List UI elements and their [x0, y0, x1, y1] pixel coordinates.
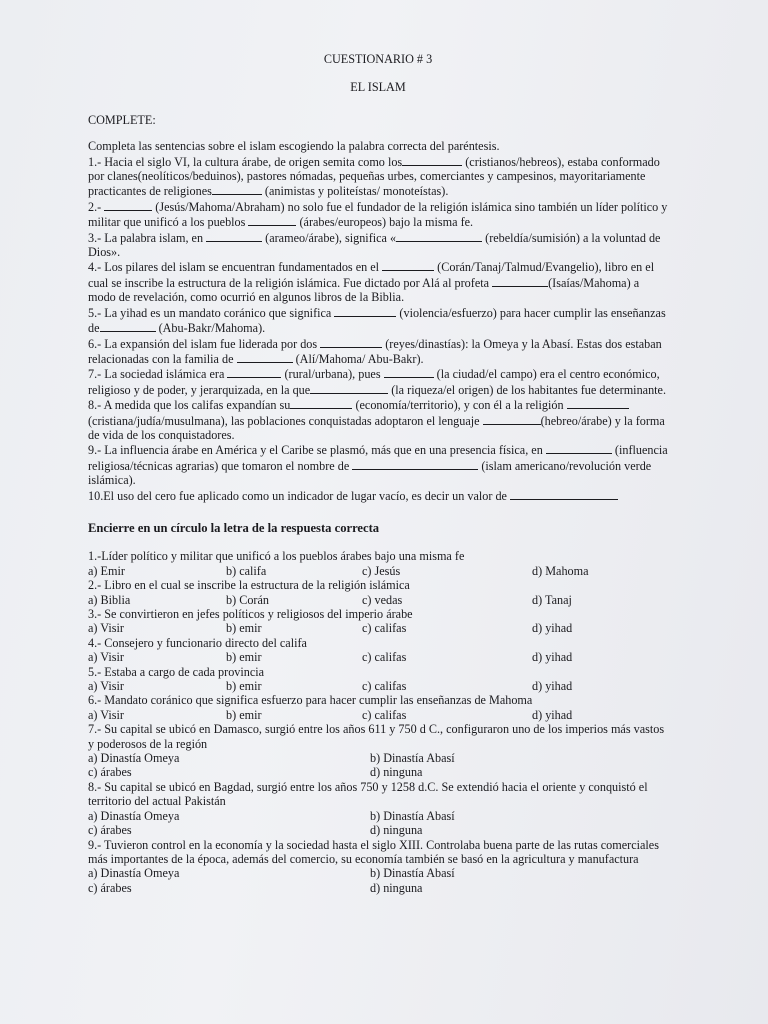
answer-blank[interactable] [334, 305, 396, 317]
answer-blank[interactable] [510, 488, 618, 500]
option-b[interactable]: b) emir [226, 707, 262, 722]
fill-item-2: 2.- (Jesús/Mahoma/Abraham) no solo fue el fundador de la religión islámica sino también un líder político y militar que unificó a los pueblos (árabes/europeos) bajo la misma fe. [88, 199, 668, 230]
fill-item-4: 4.- Los pilares del islam se encuentran fundamentados en el (Corán/Tanaj/Talmud/Evangelio), libro en el cual se inscribe la estructura de la religión islámica. Fue dictado por Alá al profeta (Isaías/Mahoma) a modo de revelación, como ocurrió en algunos libros de la Biblia. [88, 260, 655, 305]
option-b[interactable]: b) emir [226, 621, 262, 636]
fill-item-7: 7.- La sociedad islámica era (rural/urbana), pues (la ciudad/el campo) era el centro económico, religioso y de poder, y jerarquizada, en la que (la riqueza/el origen) de los habitantes fue determinante. [88, 367, 667, 397]
mc-question-8 [88, 780, 668, 838]
question-text: 7.- Su capital se ubicó en Damasco, surgió entre los años 611 y 750 d C., configuraron uno de los imperios más vastos y poderosos de la región [88, 722, 665, 751]
option-c[interactable]: c) califas [362, 650, 407, 665]
answer-blank[interactable] [567, 397, 629, 409]
option-b[interactable]: b) Dinastía Abasí [370, 866, 455, 881]
option-c[interactable]: c) califas [362, 679, 407, 694]
option-a[interactable]: a) Dinastía Omeya [88, 808, 180, 823]
answer-blank[interactable] [310, 382, 388, 394]
option-c[interactable]: c) árabes [88, 880, 132, 895]
answer-blank[interactable] [320, 336, 382, 348]
option-d[interactable]: d) Mahoma [532, 563, 589, 578]
answer-blank[interactable] [402, 154, 462, 166]
mc-question-2 [88, 578, 668, 607]
option-b[interactable]: b) Dinastía Abasí [370, 808, 455, 823]
option-a[interactable]: a) Dinastía Omeya [88, 866, 180, 881]
option-a[interactable]: a) Emir [88, 563, 125, 578]
option-a[interactable]: a) Dinastía Omeya [88, 751, 180, 766]
option-a[interactable]: a) Visir [88, 707, 124, 722]
question-text: 5.- Estaba a cargo de cada provincia [88, 664, 265, 679]
answer-blank[interactable] [396, 230, 482, 242]
mc-question-7 [88, 722, 668, 780]
questionnaire-page [88, 52, 668, 895]
answer-blank[interactable] [212, 183, 262, 195]
question-text: 8.- Su capital se ubicó en Bagdad, surgió entre los años 750 y 1258 d.C. Se extendió hacia el oriente y conquistó el territorio del actual Pakistán [88, 779, 648, 809]
option-c[interactable]: c) califas [362, 621, 407, 636]
fill-item-8: 8.- A medida que los califas expandían su (economía/territorio), y con él a la religión (cristiana/judía/musulmana), las poblaciones conquistadas adoptaron el lenguaje (hebreo/árabe) y la forma de vida de los conquistadores. [88, 398, 665, 442]
mc-question-3 [88, 607, 668, 636]
option-a[interactable]: a) Visir [88, 679, 124, 694]
question-text: 9.- Tuvieron control en la economía y la sociedad hasta el siglo XIII. Controlaba buena parte de las rutas comerciales más importantes de la época, además del comercio, su economía también se basó en la agricultura y manufactura [88, 837, 659, 866]
document-subtitle: EL ISLAM [350, 80, 406, 95]
document-title: CUESTIONARIO # 3 [323, 52, 433, 66]
question-text: 2.- Libro en el cual se inscribe la estructura de la religión islámica [88, 578, 410, 593]
answer-blank[interactable] [483, 413, 541, 425]
mc-question-6 [88, 693, 668, 722]
option-d[interactable]: d) yihad [532, 621, 573, 636]
option-d[interactable]: d) yihad [532, 707, 573, 722]
mc-question-9 [88, 838, 668, 896]
fill-item-5: 5.- La yihad es un mandato coránico que significa (violencia/esfuerzo) para hacer cumplir las enseñanzas de (Abu-Bakr/Mahoma). [88, 305, 666, 336]
option-b[interactable]: b) Corán [226, 592, 269, 607]
answer-blank[interactable] [104, 199, 152, 211]
question-text: 3.- Se convirtieron en jefes políticos y religiosos del imperio árabe [88, 607, 413, 621]
option-d[interactable]: d) Tanaj [532, 592, 572, 607]
option-d[interactable]: d) ninguna [370, 880, 423, 895]
option-b[interactable]: b) Dinastía Abasí [370, 751, 455, 766]
mc-question-4 [88, 636, 668, 665]
fill-item-3: 3.- La palabra islam, en (arameo/árabe), significa « (rebeldía/sumisión) a la voluntad de Dios». [88, 230, 661, 260]
question-text: 6.- Mandato coránico que significa esfuerzo para hacer cumplir las enseñanzas de Mahoma [88, 693, 533, 708]
question-text: 4.- Consejero y funcionario directo del califa [88, 635, 307, 650]
answer-blank[interactable] [382, 259, 434, 271]
answer-blank[interactable] [352, 458, 478, 470]
option-d[interactable]: d) yihad [532, 650, 573, 665]
answer-blank[interactable] [546, 442, 612, 454]
option-c[interactable]: c) califas [362, 707, 407, 722]
section-multiple-choice-heading: Encierre en un círculo la letra de la respuesta correcta [88, 520, 380, 535]
option-c[interactable]: c) árabes [88, 765, 132, 780]
option-c[interactable]: c) vedas [362, 592, 403, 607]
answer-blank[interactable] [384, 366, 434, 378]
answer-blank[interactable] [492, 275, 548, 287]
section-complete-intro: Completa las sentencias sobre el islam escogiendo la palabra correcta del paréntesis. [88, 139, 500, 154]
answer-blank[interactable] [290, 397, 352, 409]
section-complete-heading: COMPLETE: [88, 112, 156, 127]
option-a[interactable]: a) Visir [88, 650, 124, 665]
option-c[interactable]: c) árabes [88, 823, 132, 838]
answer-blank[interactable] [237, 351, 293, 363]
option-c[interactable]: c) Jesús [362, 563, 401, 578]
fill-item-9: 9.- La influencia árabe en América y el Caribe se plasmó, más que en una presencia física, en (influencia religiosa/técnicas agrarias) que tomaron el nombre de (islam americano/revolución verde islámica). [88, 443, 668, 488]
option-d[interactable]: d) ninguna [370, 823, 423, 838]
fill-item-1: 1.- Hacia el siglo VI, la cultura árabe, de origen semita como los (cristianos/hebreos), estaba conformado por clanes(neolíticos/beduinos), pastores nómadas, pequeñas urbes, comerciantes y campesinos, mayoritariamente practicantes de religiones (animistas y politeístas/ monoteístas). [88, 154, 660, 199]
option-b[interactable]: b) emir [226, 679, 262, 694]
option-a[interactable]: a) Biblia [88, 592, 131, 607]
answer-blank[interactable] [248, 214, 296, 226]
option-b[interactable]: b) califa [226, 563, 267, 578]
mc-question-5 [88, 665, 668, 694]
answer-blank[interactable] [100, 320, 156, 332]
answer-blank[interactable] [227, 366, 281, 378]
option-d[interactable]: d) yihad [532, 679, 573, 694]
fill-item-6: 6.- La expansión del islam fue liderada por dos (reyes/dinastías): la Omeya y la Abasí. Estas dos estaban relacionadas con la familia de (Alí/Mahoma/ Abu-Bakr). [88, 336, 662, 366]
question-text: 1.-Líder político y militar que unificó a los pueblos árabes bajo una misma fe [88, 549, 465, 564]
answer-blank[interactable] [206, 230, 262, 242]
option-b[interactable]: b) emir [226, 650, 262, 665]
mc-question-1 [88, 549, 668, 578]
fill-item-10: 10.El uso del cero fue aplicado como un indicador de lugar vacío, es decir un valor de [88, 488, 668, 503]
option-d[interactable]: d) ninguna [370, 765, 423, 780]
option-a[interactable]: a) Visir [88, 621, 124, 636]
